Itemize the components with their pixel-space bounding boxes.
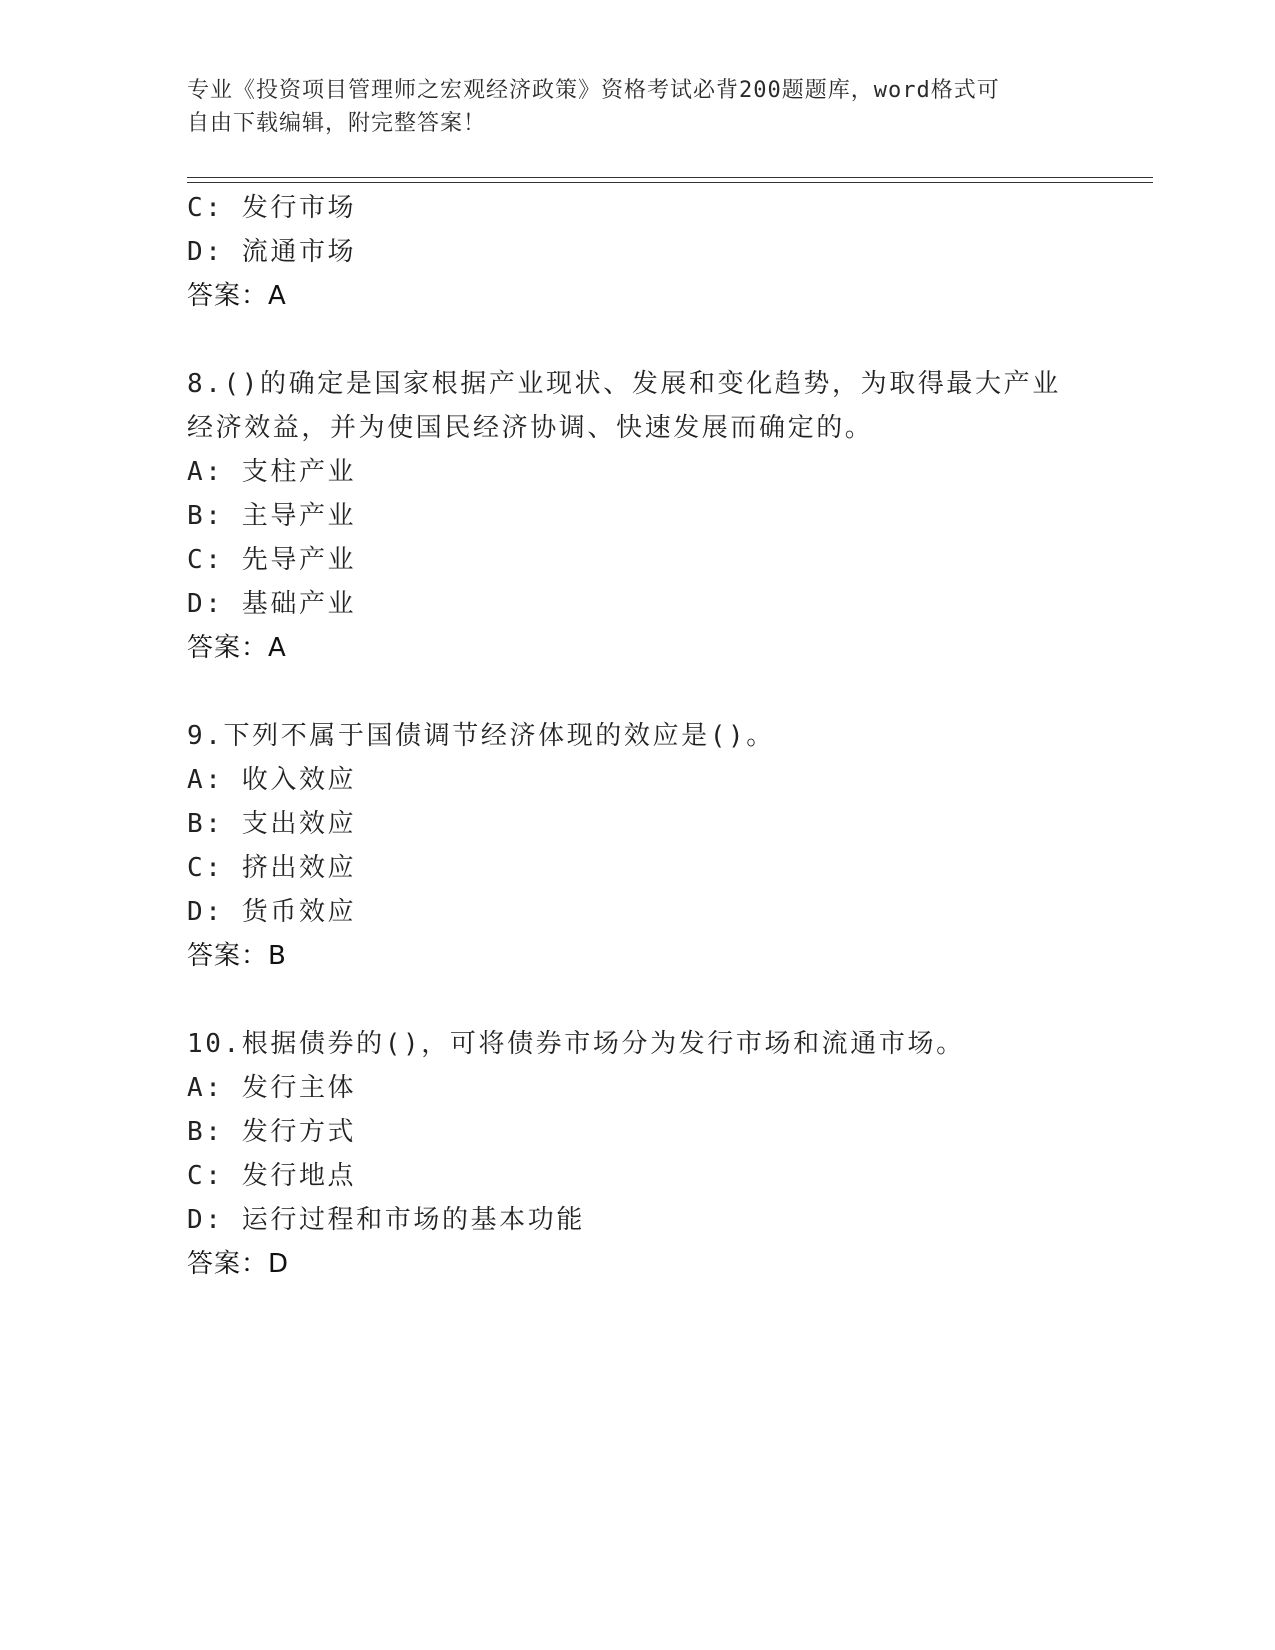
q8-option-d: D: 基础产业 [187,589,357,619]
q8-stem-line-2: 经济效益，并为使国民经济协调、快速发展而确定的。 [187,413,874,443]
q10-option-a: A: 发行主体 [187,1073,357,1103]
q8-option-c: C: 先导产业 [187,545,357,575]
q10-option-b: B: 发行方式 [187,1117,357,1147]
q10-stem: 10.根据债券的()，可将债券市场分为发行市场和流通市场。 [187,1029,965,1059]
document-header [187,74,1067,140]
header-divider-top [187,177,1153,178]
q9-option-b: B: 支出效应 [187,809,357,839]
prev-question-answer: 答案：A [187,281,287,311]
q10-answer: 答案：D [187,1249,290,1279]
q9-option-d: D: 货币效应 [187,897,357,927]
header-title-line-2: 自由下载编辑，附完整答案！ [187,111,487,136]
prev-question-option-c: C: 发行市场 [187,193,357,223]
header-divider-bottom [187,182,1153,183]
q9-option-c: C: 挤出效应 [187,853,357,883]
q8-option-a: A: 支柱产业 [187,457,357,487]
q8-option-b: B: 主导产业 [187,501,357,531]
q9-answer: 答案：B [187,941,287,971]
q10-option-d: D: 运行过程和市场的基本功能 [187,1205,585,1235]
header-title-line-1: 专业《投资项目管理师之宏观经济政策》资格考试必背200题题库，word格式可 [187,78,1000,103]
q8-stem-line-1: 8.()的确定是国家根据产业现状、发展和变化趋势，为取得最大产业 [187,369,1061,399]
q9-option-a: A: 收入效应 [187,765,357,795]
q10-option-c: C: 发行地点 [187,1161,357,1191]
prev-question-option-d: D: 流通市场 [187,237,357,267]
q9-stem: 9.下列不属于国债调节经济体现的效应是()。 [187,721,775,751]
q8-answer: 答案：A [187,633,287,663]
